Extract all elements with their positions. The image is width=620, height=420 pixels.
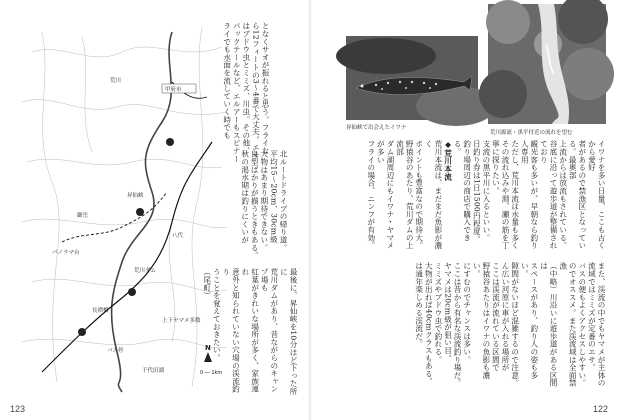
svg-text:P: P	[130, 290, 134, 296]
photo-fish-image	[346, 36, 478, 120]
page-number-right: 122	[592, 404, 608, 414]
text-line: ただし、荒川本流は水量も多く	[510, 140, 520, 250]
svg-text:P: P	[80, 330, 84, 336]
text-line: ライでも水面を流していく時でも	[222, 22, 232, 139]
right-text-lower	[340, 262, 606, 394]
svg-text:P: P	[168, 140, 172, 146]
label-lake: 千代田湖	[142, 368, 165, 374]
text-line: 秋の渇水期は釣りにくいが	[240, 150, 250, 244]
text-line: （中略）川沿いに遊歩道がある区間は	[539, 262, 559, 387]
label-mitake: 御岳	[77, 213, 89, 219]
text-line: 谷底に沿って遊歩道が整備されており	[539, 140, 559, 250]
label-yamame: 上下ヤマメ多数	[162, 318, 201, 324]
text-line: 良型ばかりが揃うときもある。	[250, 150, 260, 260]
label-ropeway: パノラマ台	[52, 250, 80, 256]
text-line: 紅葉がきれいな場所が多く、家族連れ	[241, 268, 260, 393]
text-line: 上流からは放流もされている。	[558, 140, 568, 250]
text-line: 日釣り券は1日1500円程度。	[472, 140, 482, 244]
text-line: ここは昔から有名な渓流釣り場だ。	[453, 262, 463, 387]
text-line: 流域ではミミズが定番のエサ。	[587, 262, 597, 372]
photo-char-fish	[346, 36, 478, 120]
text-line: 釣り場周辺の商店で購入できる。	[453, 140, 472, 242]
section-heading: ◆荒川本流	[443, 140, 453, 181]
text-line: ん広い河原に車が入れる場所が	[501, 262, 511, 372]
photo-stream	[488, 4, 606, 124]
label-yashiro: 八代	[172, 233, 184, 239]
text-line: 者があるので禁漁区となっている。最奥部	[568, 140, 587, 250]
text-line: 大物はあまり期待できない。	[259, 150, 269, 252]
label-bus: バス停	[107, 348, 124, 354]
page-number-left: 123	[10, 404, 26, 414]
text-line: バスの便もよくアクセスしやすい。	[577, 262, 587, 387]
right-text-upper	[366, 140, 606, 250]
text-line: ヤマメは20cm級が狙い目。	[443, 262, 453, 362]
svg-text:N: N	[205, 344, 211, 352]
text-line: となくサオが振れると思う。フライな	[261, 22, 270, 155]
text-line: 意外と知られていない穴場の渓流釣り	[221, 268, 241, 393]
photo-2-caption: 荒川源流・黒平付近の流れを望む	[490, 130, 573, 136]
map-scale: 0 ― 1km	[200, 370, 223, 376]
text-line: 荒川本流は、まだまだ魚影が濃く	[424, 140, 443, 250]
text-line: 支流の黒平川に入るといい。	[481, 140, 491, 242]
text-line: 野猿谷あたりはイワナの魚影も濃い。	[472, 262, 491, 379]
photo-1-caption: 昇仙峡で出会えたイワナ	[346, 125, 407, 131]
north-arrow	[204, 344, 212, 362]
text-line: ダム湖周辺にもイワナ・ヤマメが多い	[376, 140, 395, 250]
text-line: のでオススメ。また渓流域は全面禁漁	[558, 262, 578, 387]
label-bridge: 長潭橋	[92, 308, 109, 314]
text-line: 野猿谷のあたり、荒川ダムの上流部	[395, 140, 415, 250]
credit: （尾町）	[202, 268, 212, 300]
svg-text:P: P	[138, 210, 142, 216]
text-line: ここは渓流が流れている区間で	[491, 262, 501, 372]
label-dam: 荒川ダム	[134, 268, 157, 274]
text-line: 大物が出れば40cmクラスもある。	[424, 262, 434, 386]
text-line: フライの場合、ニンフが有効。	[366, 140, 376, 250]
text-line: その流れ込みや淵、瀬の筋を丁寧に探りたい。	[491, 140, 511, 250]
text-line: 荒川ダムがあり、昔ながらのキャンプ場も	[260, 268, 279, 393]
text-line: イワナを多い日量、ここも古くから愛好	[587, 140, 606, 250]
text-line: パックテールなど、エルアーもスピナー	[232, 22, 242, 163]
text-line: ミミズやブドウ虫で釣れる。	[433, 262, 443, 364]
text-line: は通年楽しめる渓流だ。	[414, 262, 424, 348]
right-page	[310, 0, 620, 420]
text-line: ポイントも豊富なので期待大。	[414, 140, 424, 250]
text-line: はブドウ虫とミミズ、川虫。その他、	[241, 22, 251, 155]
label-arakawa: 荒川	[110, 78, 122, 84]
text-line: スペースがあり、釣り人の姿も多い。	[520, 262, 539, 379]
text-line: 最後に、昇仙峡を10分ほど下った所に	[279, 268, 298, 396]
text-line: ら12フィートの3～4番で大丈夫。エサ	[251, 22, 261, 160]
text-line: また、渓流の中でもヤマメが主体の	[597, 262, 606, 387]
text-line: にすむのでチャンスは多い。	[462, 262, 472, 364]
photo-stream-image	[488, 4, 606, 124]
label-shosenkyo: 昇仙峡	[127, 193, 144, 199]
text-line: うことを覚えておきたい。	[212, 268, 222, 362]
text-line: 平均15～20cm、30cm級	[269, 150, 279, 243]
text-line: 観光客も多いが、早朝なら釣り人専用	[520, 140, 539, 250]
text-line: 北ルートドライブの帰り道。	[279, 150, 288, 252]
text-line: 隙間がないほど混雑するので注意。	[510, 262, 520, 387]
label-kofu: 甲府市	[165, 87, 182, 93]
